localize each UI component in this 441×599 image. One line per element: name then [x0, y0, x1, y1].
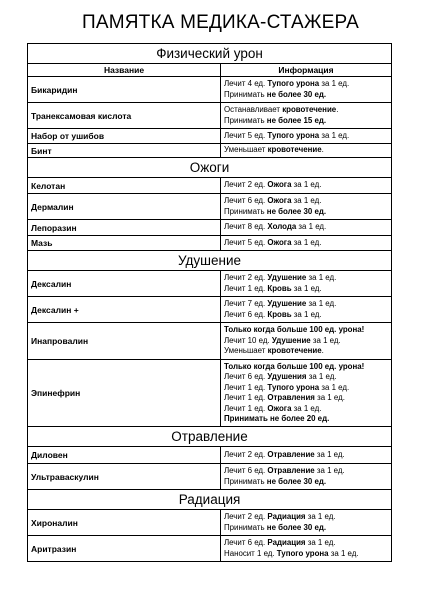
- info-text: Лечит 1 ед.: [224, 403, 268, 413]
- table-row: [28, 360, 392, 427]
- medicine-name: Хироналин: [28, 510, 221, 536]
- info-line: [224, 310, 388, 321]
- info-text: Принимать: [224, 522, 267, 532]
- info-text-bold: Ожога: [267, 237, 292, 247]
- info-text-bold: Только когда больше 100 ед. урона!: [224, 325, 365, 335]
- info-text: .: [321, 346, 324, 356]
- info-text: Принимать: [224, 89, 267, 99]
- info-text: Лечит 6 ед.: [224, 372, 268, 381]
- info-text: Лечит 1 ед.: [224, 393, 268, 402]
- info-text-bold: не более 15 ед.: [266, 115, 327, 125]
- info-text-bold: Кровь: [267, 283, 292, 293]
- info-text-bold: не более 30 ед.: [266, 206, 327, 216]
- medicine-name: Мазь: [28, 236, 221, 251]
- medicine-name: Дексалин +: [28, 297, 221, 323]
- info-text-bold: Тупого урона: [267, 130, 320, 140]
- medicine-name: Аритразин: [28, 536, 221, 562]
- info-text: Принимать: [224, 206, 267, 216]
- info-line: [224, 299, 388, 310]
- info-text: Уменьшает: [224, 145, 268, 155]
- info-text-bold: кровотечение: [267, 145, 322, 155]
- info-text: Лечит 4 ед.: [224, 79, 268, 88]
- section-row: [28, 490, 392, 510]
- info-text-bold: Радиация: [267, 538, 306, 547]
- info-line: [224, 273, 388, 284]
- medicine-info: [221, 464, 392, 490]
- info-text: Принимать: [224, 476, 267, 486]
- info-line: [224, 523, 388, 534]
- info-text-bold: кровотечение: [282, 105, 337, 114]
- medicine-info: [221, 447, 392, 464]
- info-text-bold: Отравление: [267, 449, 315, 459]
- info-line: [224, 145, 388, 156]
- section-title: Ожоги: [28, 158, 392, 178]
- info-text: за 1 ед.: [306, 273, 337, 282]
- table-row: [28, 236, 392, 251]
- table-row: [28, 77, 392, 103]
- medicine-info: [221, 236, 392, 251]
- info-text: за 1 ед.: [306, 299, 337, 308]
- info-line: [224, 466, 388, 477]
- info-text: за 1 ед.: [314, 466, 345, 475]
- info-text-bold: Холода: [267, 222, 297, 232]
- table-header-row: [28, 64, 392, 77]
- table-row: [28, 220, 392, 236]
- medicine-name: Бикаридин: [28, 77, 221, 103]
- info-text-bold: Удушение: [271, 335, 311, 345]
- info-text: за 1 ед.: [314, 393, 345, 402]
- info-text: за 1 ед.: [291, 283, 322, 293]
- info-line: [224, 512, 388, 523]
- table-row: [28, 271, 392, 297]
- medicine-name: Дексалин: [28, 271, 221, 297]
- medicine-info: [221, 297, 392, 323]
- info-text-bold: Кровь: [267, 309, 292, 319]
- info-text: за 1 ед.: [305, 538, 336, 547]
- info-text-bold: Удушение: [267, 299, 307, 308]
- info-text: за 1 ед.: [319, 382, 350, 392]
- table-row: [28, 464, 392, 490]
- info-line: [224, 414, 388, 425]
- medicine-info: [221, 77, 392, 103]
- section-row: [28, 251, 392, 271]
- table-row: [28, 323, 392, 360]
- info-line: [224, 372, 388, 383]
- medicine-table: [27, 43, 392, 562]
- info-line: [224, 180, 388, 191]
- table-row: [28, 194, 392, 220]
- info-line: [224, 549, 388, 560]
- medicine-name: Келотан: [28, 178, 221, 194]
- info-text: Лечит 6 ед.: [224, 309, 268, 319]
- info-text: Лечит 6 ед.: [224, 196, 268, 205]
- info-text: за 1 ед.: [291, 237, 322, 247]
- info-text: Лечит 1 ед.: [224, 382, 268, 392]
- info-text-bold: Только когда больше 100 ед. урона!: [224, 361, 365, 371]
- medicine-name: Дермалин: [28, 194, 221, 220]
- info-line: [224, 116, 388, 127]
- info-text-bold: не более 30 ед.: [266, 476, 327, 486]
- info-line: [224, 238, 388, 249]
- info-text: Лечит 2 ед.: [224, 449, 268, 459]
- info-text: Лечит 2 ед.: [224, 273, 268, 282]
- info-text: .: [321, 145, 324, 155]
- medicine-name: Инапровалин: [28, 323, 221, 360]
- info-text-bold: кровотечение: [267, 346, 322, 356]
- section-row: [28, 158, 392, 178]
- info-text: за 1 ед.: [296, 222, 327, 232]
- info-line: [224, 207, 388, 218]
- medicine-name: Эпинефрин: [28, 360, 221, 427]
- medicine-info: [221, 510, 392, 536]
- table-row: [28, 178, 392, 194]
- info-line: [224, 105, 388, 116]
- table-row: [28, 536, 392, 562]
- info-text-bold: Удушение: [267, 273, 307, 282]
- info-line: [224, 284, 388, 295]
- info-text: Лечит 10 ед.: [224, 335, 272, 345]
- table-row: [28, 144, 392, 158]
- info-line: [224, 362, 388, 373]
- info-text-bold: Тупого урона: [276, 548, 329, 558]
- medicine-info: [221, 360, 392, 427]
- info-text: Лечит 1 ед.: [224, 283, 268, 293]
- section-title: Отравление: [28, 427, 392, 447]
- medicine-info: [221, 220, 392, 236]
- info-text: за 1 ед.: [314, 449, 345, 459]
- info-text-bold: Тупого урона: [267, 79, 320, 88]
- info-line: [224, 477, 388, 488]
- info-text: за 1 ед.: [306, 372, 337, 381]
- info-text: Лечит 2 ед.: [224, 180, 268, 190]
- info-text-bold: Принимать не более 20 ед.: [224, 414, 330, 423]
- info-text: Лечит 5 ед.: [224, 237, 268, 247]
- medicine-name: Ультраваскулин: [28, 464, 221, 490]
- medicine-name: Набор от ушибов: [28, 129, 221, 144]
- info-line: [224, 404, 388, 415]
- medicine-info: [221, 129, 392, 144]
- table-row: [28, 129, 392, 144]
- info-line: [224, 325, 388, 336]
- info-text-bold: Отравление: [267, 466, 315, 475]
- info-text: за 1 ед.: [291, 309, 322, 319]
- column-header-name: Название: [28, 64, 221, 77]
- info-text: Принимать: [224, 115, 267, 125]
- info-text: за 1 ед.: [319, 130, 350, 140]
- medicine-info: [221, 536, 392, 562]
- info-text: за 1 ед.: [291, 180, 322, 190]
- info-text: за 1 ед.: [291, 403, 322, 413]
- info-text-bold: не более 30 ед.: [266, 522, 327, 532]
- medicine-info: [221, 144, 392, 158]
- info-text: за 1 ед.: [291, 196, 322, 205]
- medicine-info: [221, 103, 392, 129]
- info-text: Лечит 5 ед.: [224, 130, 268, 140]
- section-title: Радиация: [28, 490, 392, 510]
- info-text-bold: не более 30 ед.: [266, 89, 327, 99]
- medicine-info: [221, 271, 392, 297]
- section-title: Удушение: [28, 251, 392, 271]
- info-text-bold: Ожога: [267, 403, 292, 413]
- info-text-bold: Тупого урона: [267, 382, 320, 392]
- info-line: [224, 222, 388, 233]
- table-row: [28, 297, 392, 323]
- info-line: [224, 336, 388, 347]
- info-text-bold: Удушения: [267, 372, 307, 381]
- table-row: [28, 447, 392, 464]
- medicine-info: [221, 178, 392, 194]
- info-text: Наносит 1 ед.: [224, 548, 277, 558]
- info-text: Уменьшает: [224, 346, 268, 356]
- info-text: за 1 ед.: [310, 335, 341, 345]
- table-row: [28, 103, 392, 129]
- info-text: Лечит 7 ед.: [224, 299, 268, 308]
- info-text: Лечит 6 ед.: [224, 466, 268, 475]
- table-row: [28, 510, 392, 536]
- info-text-bold: Ожога: [267, 196, 292, 205]
- medicine-name: Бинт: [28, 144, 221, 158]
- info-text: Лечит 2 ед.: [224, 512, 268, 521]
- info-line: [224, 393, 388, 404]
- info-text-bold: Радиация: [267, 512, 306, 521]
- medicine-info: [221, 194, 392, 220]
- column-header-info: Информация: [221, 64, 392, 77]
- info-text: за 1 ед.: [319, 79, 350, 88]
- info-line: [224, 538, 388, 549]
- info-text: Лечит 8 ед.: [224, 222, 268, 232]
- info-line: [224, 196, 388, 207]
- medicine-info: [221, 323, 392, 360]
- page-title: ПАМЯТКА МЕДИКА-СТАЖЕРА: [81, 12, 360, 33]
- info-line: [224, 346, 388, 357]
- section-title: Физический урон: [28, 44, 392, 64]
- section-row: [28, 44, 392, 64]
- info-text-bold: Отравления: [267, 393, 315, 402]
- info-text: за 1 ед.: [328, 548, 359, 558]
- info-text: Останавливает: [224, 105, 283, 114]
- info-line: [224, 131, 388, 142]
- medicine-name: Транексамовая кислота: [28, 103, 221, 129]
- info-line: [224, 383, 388, 394]
- medicine-name: Лепоразин: [28, 220, 221, 236]
- info-line: [224, 79, 388, 90]
- info-text-bold: Ожога: [267, 180, 292, 190]
- medicine-name: Диловен: [28, 447, 221, 464]
- info-line: [224, 450, 388, 461]
- section-row: [28, 427, 392, 447]
- info-text: Лечит 6 ед.: [224, 538, 268, 547]
- info-line: [224, 90, 388, 101]
- info-text: .: [336, 105, 339, 114]
- info-text: за 1 ед.: [305, 512, 336, 521]
